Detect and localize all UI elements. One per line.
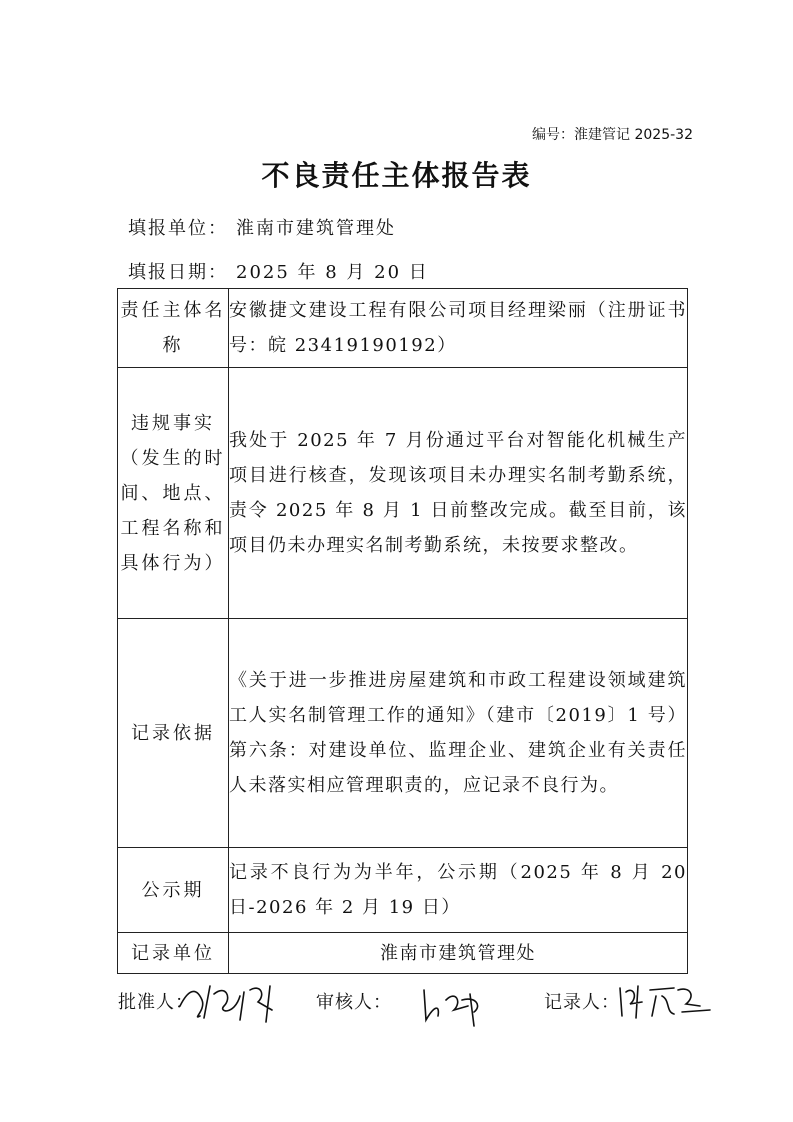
- reporting-date-label: 填报日期：: [128, 262, 228, 283]
- signature-area: [118, 982, 718, 1042]
- violation-facts-value: 我处于 2025 年 7 月份通过平台对智能化机械生产项目进行核查，发现该项目未办理实名制考勤系统，责令 2025 年 8 月 1 日前整改完成。截至目前，该项目仍未办理实名制考勤系统，未按要求整改。: [229, 368, 688, 619]
- report-table: [117, 288, 688, 974]
- table-row-basis: [118, 619, 688, 848]
- reporting-unit-value: 淮南市建筑管理处: [236, 218, 396, 239]
- table-row-facts: [118, 368, 688, 619]
- reporting-unit-line: [128, 214, 396, 240]
- approver-label: 批准人：: [118, 992, 194, 1013]
- record-unit-value: 淮南市建筑管理处: [229, 933, 688, 974]
- reporting-date-value: 2025 年 8 月 20 日: [236, 262, 429, 283]
- table-row-notice: [118, 848, 688, 933]
- record-basis-label: 记录依据: [118, 619, 229, 848]
- approver-block: [118, 988, 194, 1014]
- recorder-label: 记录人：: [544, 992, 620, 1013]
- approver-signature: [174, 976, 284, 1026]
- notice-period-label: 公示期: [118, 848, 229, 933]
- subject-name-label: 责任主体名称: [118, 289, 229, 368]
- record-unit-label: 记录单位: [118, 933, 229, 974]
- reviewer-signature: [416, 976, 496, 1032]
- notice-period-value: 记录不良行为为半年，公示期（2025 年 8 月 20 日-2026 年 2 月 19 日）: [229, 848, 688, 933]
- reviewer-block: [316, 988, 392, 1014]
- reviewer-label: 审核人：: [316, 992, 392, 1013]
- document-title: 不良责任主体报告表: [261, 159, 532, 192]
- recorder-block: [544, 988, 620, 1014]
- record-basis-value: 《关于进一步推进房屋建筑和市政工程建设领域建筑工人实名制管理工作的通知》（建市〔2019〕1 号）第六条：对建设单位、监理企业、建筑企业有关责任人未落实相应管理职责的，应记录不良行为。: [229, 619, 688, 848]
- table-row-record-unit: [118, 933, 688, 974]
- subject-name-value: 安徽捷文建设工程有限公司项目经理梁丽（注册证书号：皖 23419190192）: [229, 289, 688, 368]
- document-number: 编号：淮建管记 2025-32: [532, 127, 693, 143]
- recorder-signature: [616, 976, 716, 1026]
- table-row-subject: [118, 289, 688, 368]
- reporting-date-line: [128, 258, 429, 284]
- violation-facts-label: 违规事实（发生的时间、地点、工程名称和具体行为）: [118, 368, 229, 619]
- reporting-unit-label: 填报单位：: [128, 218, 228, 239]
